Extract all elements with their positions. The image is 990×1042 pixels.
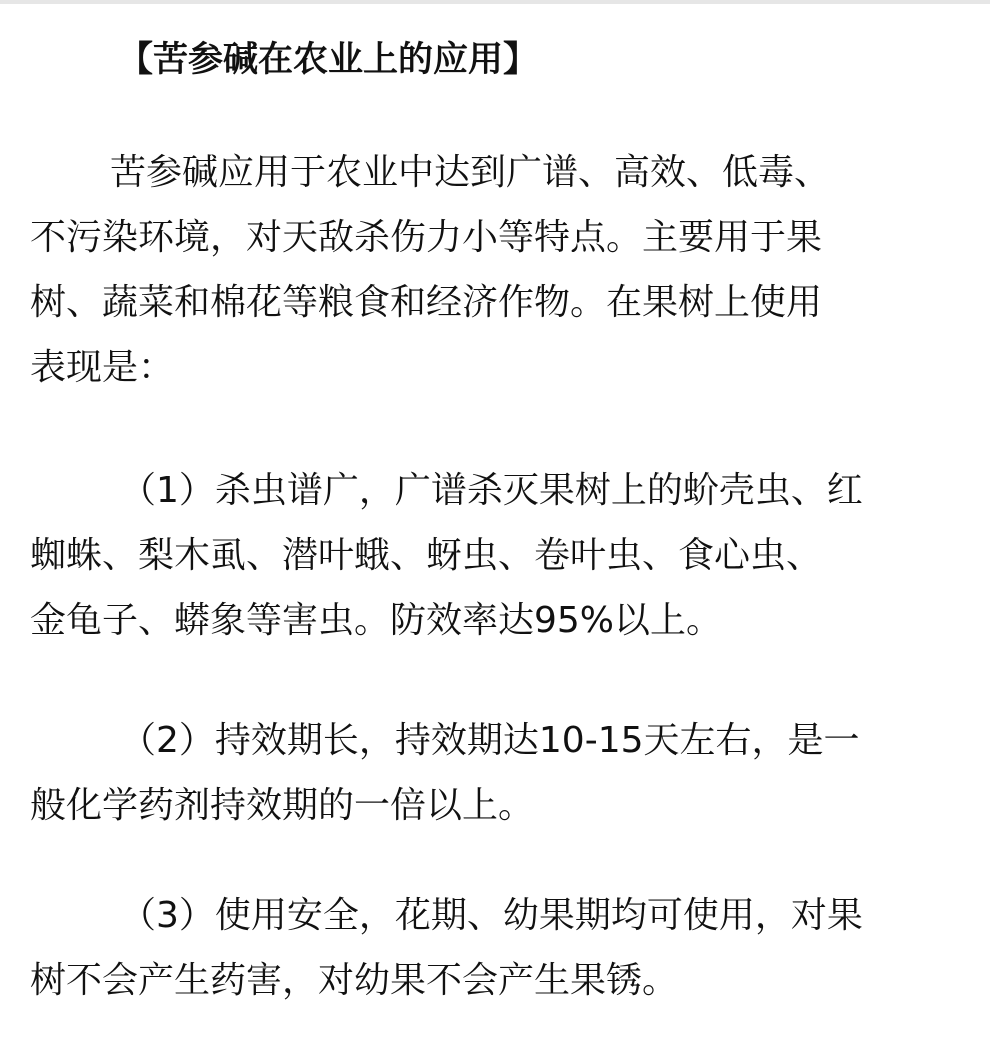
article-heading: 【苦参碱在农业上的应用】 <box>118 40 539 80</box>
text-line: 蜘蛛、梨木虱、潜叶蛾、蚜虫、卷叶虫、食心虫、 <box>30 535 823 576</box>
text-line: 树不会产生药害，对幼果不会产生果锈。 <box>30 960 679 1001</box>
list-item-2-paragraph <box>30 708 860 838</box>
text-line: （2）持效期长，持效期达10-15天左右，是一 <box>120 720 860 761</box>
text-line: 般化学药剂持效期的一倍以上。 <box>30 785 535 826</box>
text-line: 树、蔬菜和棉花等粮食和经济作物。在果树上使用 <box>30 282 823 323</box>
list-item-3-paragraph <box>30 883 863 1013</box>
text-line: （1）杀虫谱广，广谱杀灭果树上的蚧壳虫、红 <box>120 470 863 511</box>
intro-paragraph <box>30 140 830 400</box>
text-line: 金龟子、蟒象等害虫。防效率达95%以上。 <box>30 600 723 641</box>
text-line: 不污染环境，对天敌杀伤力小等特点。主要用于果 <box>30 217 823 258</box>
text-line: （3）使用安全，花期、幼果期均可使用，对果 <box>120 895 863 936</box>
text-line: 表现是： <box>30 347 175 388</box>
text-line: 苦参碱应用于农业中达到广谱、高效、低毒、 <box>110 152 831 193</box>
list-item-1-paragraph <box>30 458 863 653</box>
